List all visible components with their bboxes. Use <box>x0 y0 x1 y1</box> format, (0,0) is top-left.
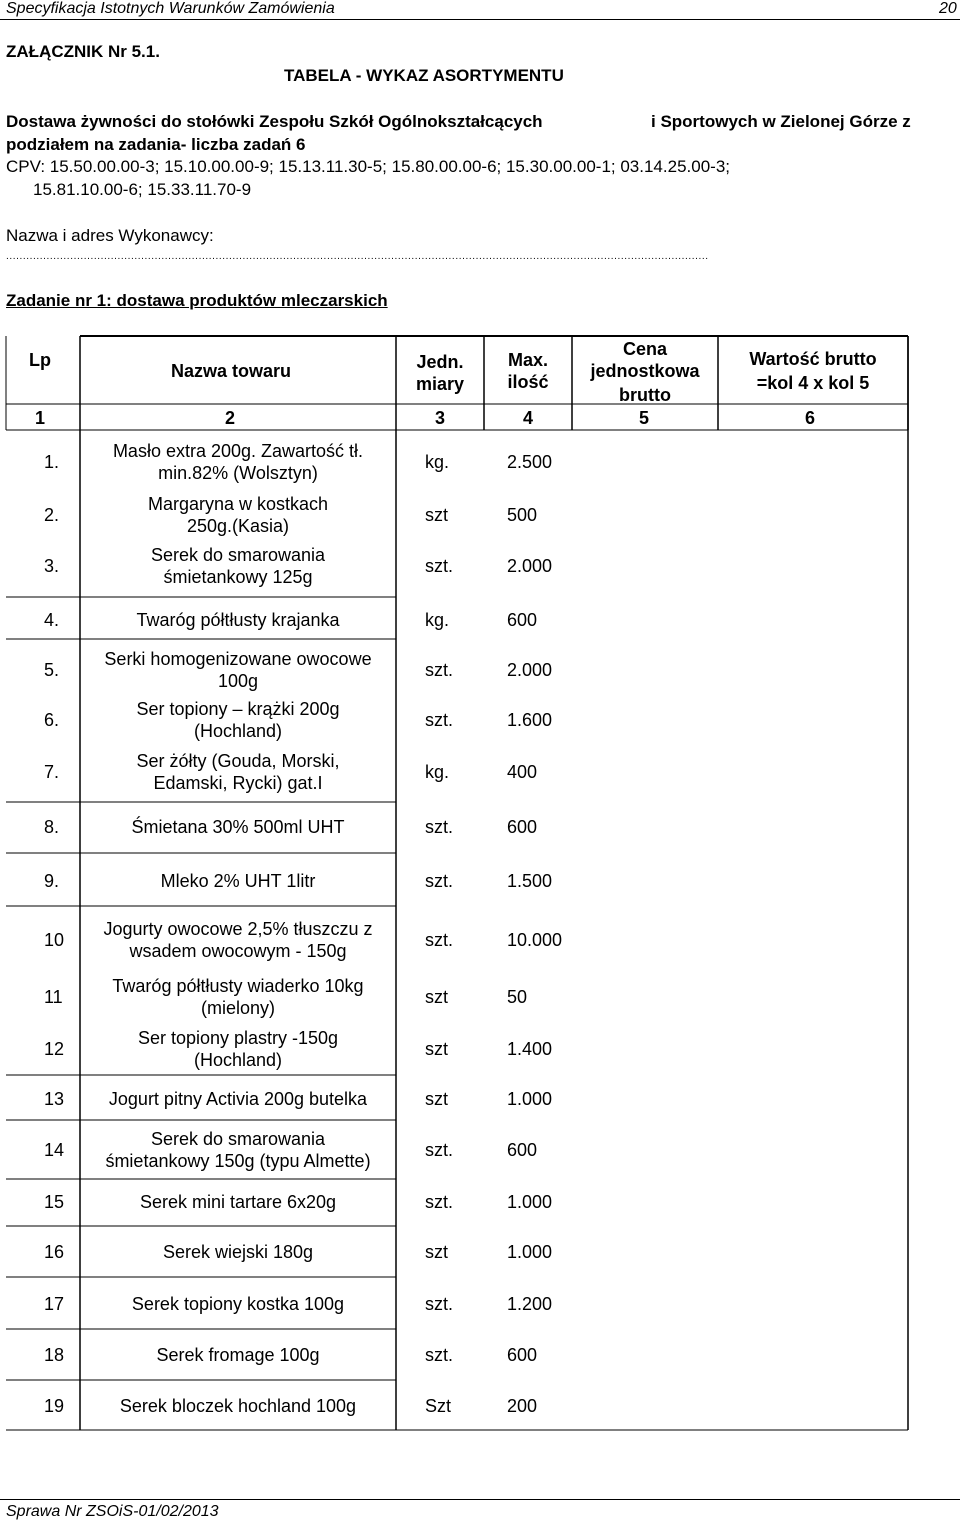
page-number: 20 <box>939 0 957 17</box>
row-qty: 600 <box>507 1140 538 1160</box>
contractor-dots: ................................................................................................................................................................................................................ <box>6 251 709 262</box>
row-name-line-1: Mleko 2% UHT 1litr <box>160 871 316 891</box>
row-name-line-1: Jogurty owocowe 2,5% tłuszczu z <box>103 919 373 939</box>
row-name-line-2: min.82% (Wolsztyn) <box>158 463 318 483</box>
row-name-line-1: Margaryna w kostkach <box>147 494 329 514</box>
footer-case-number: Sprawa Nr ZSOiS-01/02/2013 <box>6 1503 219 1520</box>
row-name-line-1: Serek topiony kostka 100g <box>131 1294 345 1314</box>
colnum-2: 2 <box>224 408 235 428</box>
row-qty: 50 <box>507 987 528 1007</box>
row-unit: kg. <box>425 610 450 630</box>
colnum-3: 3 <box>434 408 445 428</box>
row-qty: 1.400 <box>507 1039 553 1059</box>
row-unit: szt <box>425 1089 449 1109</box>
contractor-label: Nazwa i adres Wykonawcy: <box>6 226 214 245</box>
row-qty: 200 <box>507 1396 538 1416</box>
header-unit-1: Jedn. <box>416 352 464 372</box>
row-unit: szt. <box>425 871 454 891</box>
row-lp: 7. <box>44 762 60 782</box>
header-qty-2: ilość <box>507 372 549 392</box>
row-name-line-1: Serek do smarowania <box>150 1129 326 1149</box>
row-name-line-2: Edamski, Rycki) gat.I <box>153 773 323 793</box>
row-qty: 1.200 <box>507 1294 553 1314</box>
row-unit: szt. <box>425 1192 454 1212</box>
row-qty: 2.000 <box>507 556 553 576</box>
row-name-line-2: (Hochland) <box>193 1050 283 1070</box>
row-name-line-1: Twaróg półtłusty wiaderko 10kg <box>112 976 364 996</box>
header-price-1: Cena <box>622 339 667 359</box>
row-unit: szt. <box>425 710 454 730</box>
delivery-line-1a: Dostawa żywności do stołówki Zespołu Szkół Ogólnokształcących <box>6 112 543 131</box>
header-qty-1: Max. <box>507 350 549 370</box>
row-name-line-2: (mielony) <box>200 998 275 1018</box>
row-lp: 16 <box>44 1242 65 1262</box>
row-qty: 1.000 <box>507 1089 553 1109</box>
row-qty: 600 <box>507 610 538 630</box>
row-unit: kg. <box>425 452 450 472</box>
row-lp: 5. <box>44 660 60 680</box>
colnum-4: 4 <box>522 408 533 428</box>
row-lp: 19 <box>44 1396 65 1416</box>
colnum-6: 6 <box>804 408 815 428</box>
row-lp: 9. <box>44 871 60 891</box>
row-lp: 18 <box>44 1345 65 1365</box>
row-qty: 1.600 <box>507 710 553 730</box>
row-unit: Szt <box>425 1396 452 1416</box>
colnum-5: 5 <box>638 408 649 428</box>
row-lp: 8. <box>44 817 60 837</box>
row-name-line-1: Serek fromage 100g <box>156 1345 320 1365</box>
row-lp: 1. <box>44 452 60 472</box>
footer-rule <box>0 1499 960 1500</box>
row-unit: kg. <box>425 762 450 782</box>
row-unit: szt. <box>425 1294 454 1314</box>
row-qty: 600 <box>507 1345 538 1365</box>
row-unit: szt. <box>425 1140 454 1160</box>
row-name-line-2: śmietankowy 125g <box>163 567 313 587</box>
row-name-line-1: Masło extra 200g. Zawartość tł. <box>112 441 364 461</box>
cpv-line-2: 15.81.10.00-6; 15.33.11.70-9 <box>33 180 252 199</box>
row-name-line-2: 100g <box>217 671 259 691</box>
row-lp: 11 <box>44 987 63 1007</box>
row-name-line-1: Jogurt pitny Activia 200g butelka <box>108 1089 368 1109</box>
row-name-line-2: śmietankowy 150g (typu Almette) <box>105 1151 371 1171</box>
row-unit: szt <box>425 505 449 525</box>
row-unit: szt <box>425 1039 449 1059</box>
row-qty: 500 <box>507 505 538 525</box>
row-qty: 1.000 <box>507 1242 553 1262</box>
row-name-line-2: wsadem owocowym - 150g <box>129 941 347 961</box>
task-title: Zadanie nr 1: dostawa produktów mleczarskich <box>6 291 388 310</box>
row-name-line-1: Serek bloczek hochland 100g <box>119 1396 357 1416</box>
row-name-line-1: Ser topiony plastry -150g <box>137 1028 339 1048</box>
row-name-line-1: Śmietana 30% 500ml UHT <box>131 817 345 837</box>
row-name-line-1: Serek wiejski 180g <box>162 1242 314 1262</box>
row-qty: 2.500 <box>507 452 553 472</box>
row-qty: 2.000 <box>507 660 553 680</box>
row-qty: 10.000 <box>507 930 563 950</box>
table-title: TABELA - WYKAZ ASORTYMENTU <box>284 66 564 85</box>
row-name-line-1: Ser żółty (Gouda, Morski, <box>136 751 340 771</box>
header-price-2: jednostkowa <box>590 361 700 381</box>
cpv-line-1: CPV: 15.50.00.00-3; 15.10.00.00-9; 15.13.11.30-5; 15.80.00.00-6; 15.30.00.00-1; 03.14.25.00-3; <box>6 157 730 176</box>
row-lp: 15 <box>44 1192 65 1212</box>
row-lp: 17 <box>44 1294 65 1314</box>
row-lp: 10 <box>44 930 65 950</box>
row-unit: szt. <box>425 660 454 680</box>
delivery-line-2: podziałem na zadania- liczba zadań 6 <box>6 135 306 154</box>
row-unit: szt. <box>425 1345 454 1365</box>
row-name-line-2: (Hochland) <box>193 721 283 741</box>
row-qty: 1.500 <box>507 871 553 891</box>
header-name: Nazwa towaru <box>171 361 292 381</box>
row-lp: 14 <box>44 1140 65 1160</box>
row-lp: 4. <box>44 610 60 630</box>
row-name-line-1: Serek do smarowania <box>150 545 326 565</box>
row-name-line-1: Serek mini tartare 6x20g <box>139 1192 337 1212</box>
header-value-1: Wartość brutto <box>749 349 877 369</box>
row-qty: 1.000 <box>507 1192 553 1212</box>
row-lp: 6. <box>44 710 60 730</box>
attachment-label: ZAŁĄCZNIK Nr 5.1. <box>6 42 160 61</box>
row-name-line-1: Ser topiony – krążki 200g <box>136 699 340 719</box>
header-price-3: brutto <box>619 385 671 405</box>
delivery-line-1b: i Sportowych w Zielonej Górze z <box>651 112 911 131</box>
header-unit-2: miary <box>415 374 465 394</box>
page-header-title: Specyfikacja Istotnych Warunków Zamówienia <box>6 0 335 17</box>
colnum-1: 1 <box>34 408 45 428</box>
row-unit: szt <box>425 987 449 1007</box>
row-name-line-1: Twaróg półtłusty krajanka <box>136 610 340 630</box>
row-lp: 3. <box>44 556 60 576</box>
header-lp: Lp <box>29 350 51 370</box>
row-name-line-2: 250g.(Kasia) <box>186 516 290 536</box>
row-lp: 2. <box>44 505 60 525</box>
row-name-line-1: Serki homogenizowane owocowe <box>104 649 372 669</box>
row-unit: szt. <box>425 556 454 576</box>
header-value-2: =kol 4 x kol 5 <box>756 373 870 393</box>
row-unit: szt. <box>425 930 454 950</box>
row-lp: 12 <box>44 1039 65 1059</box>
row-unit: szt. <box>425 817 454 837</box>
row-qty: 400 <box>507 762 538 782</box>
row-unit: szt <box>425 1242 449 1262</box>
row-lp: 13 <box>44 1089 65 1109</box>
row-qty: 600 <box>507 817 538 837</box>
